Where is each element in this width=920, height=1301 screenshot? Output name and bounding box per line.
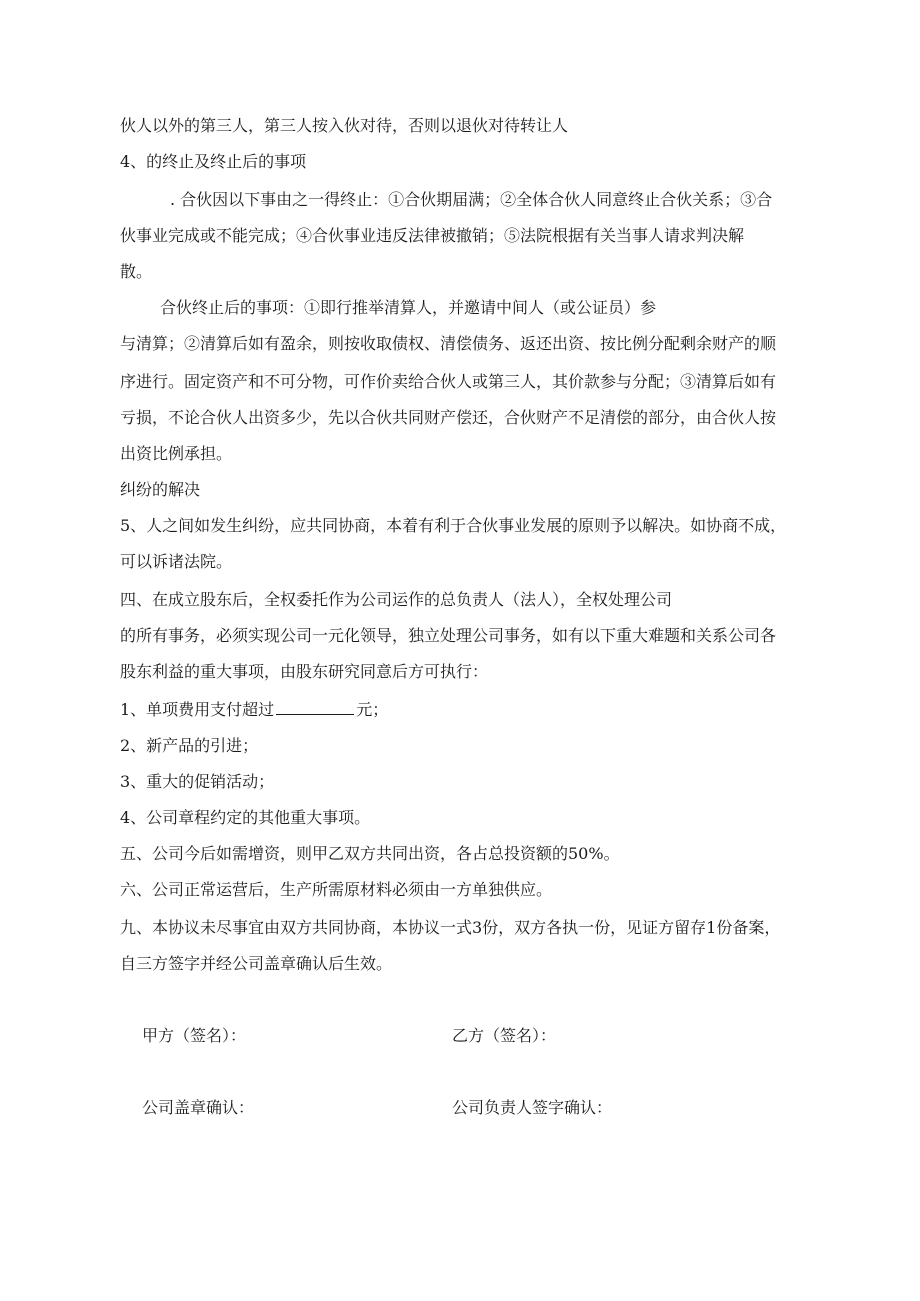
paragraph-line: 九、本协议未尽事宜由双方共同协商，本协议一式3份，双方各执一份，见证方留存1份备案， bbox=[120, 918, 781, 937]
paragraph-line: 四、在成立股东后，全权委托作为公司运作的总负责人（法人），全权处理公司 bbox=[120, 590, 673, 609]
paragraph-line: 可以诉诸法院。 bbox=[120, 552, 233, 571]
fill-in-blank[interactable] bbox=[276, 700, 354, 715]
paragraph-line: 股东利益的重大事项，由股东研究同意后方可执行： bbox=[120, 662, 489, 681]
list-item: 4、公司章程约定的其他重大事项。 bbox=[120, 808, 371, 827]
item-text: 1、单项费用支付超过 bbox=[120, 700, 275, 719]
paragraph-line: 5、人之间如发生纠纷，应共同协商，本着有利于合伙事业发展的原则予以解决。如协商不成， bbox=[120, 516, 787, 535]
paragraph-line: 伙人以外的第三人，第三人按入伙对待，否则以退伙对待转让人 bbox=[120, 116, 569, 135]
paragraph-line: 亏损，不论合伙人出资多少，先以合伙共同财产偿还，合伙财产不足清偿的部分，由合伙人按 bbox=[120, 408, 777, 427]
item-text: 元； bbox=[356, 700, 389, 719]
paragraph-line: 散。 bbox=[120, 262, 153, 281]
company-head-signature-label: 公司负责人签字确认： bbox=[452, 1098, 613, 1117]
paragraph-line: 与清算；②清算后如有盈余，则按收取债权、清偿债务、返还出资、按比例分配剩余财产的顺 bbox=[120, 334, 777, 353]
paragraph-line: 五、公司今后如需增资，则甲乙双方共同出资，各占总投资额的50%。 bbox=[120, 844, 620, 863]
paragraph-line: 六、公司正常运营后，生产所需原材料必须由一方单独供应。 bbox=[120, 880, 553, 899]
list-item bbox=[120, 700, 820, 720]
paragraph-line: 自三方签字并经公司盖章确认后生效。 bbox=[120, 954, 393, 973]
paragraph-line: 合伙终止后的事项：①即行推举清算人，并邀请中间人（或公证员）参 bbox=[160, 298, 657, 317]
list-item: 3、重大的促销活动； bbox=[120, 772, 275, 791]
list-item: 2、新产品的引进； bbox=[120, 736, 259, 755]
paragraph-line: 伙事业完成或不能完成；④合伙事业违反法律被撤销；⑤法院根据有关当事人请求判决解 bbox=[120, 226, 745, 245]
paragraph-line: . 合伙因以下事由之一得终止：①合伙期届满；②全体合伙人同意终止合伙关系；③合 bbox=[170, 190, 773, 209]
party-b-signature-label: 乙方（签名）： bbox=[452, 1026, 557, 1045]
section-heading: 纠纷的解决 bbox=[120, 480, 201, 499]
paragraph-line: 出资比例承担。 bbox=[120, 444, 233, 463]
paragraph-line: 序进行。固定资产和不可分物，可作价卖给合伙人或第三人，其价款参与分配；③清算后如有 bbox=[120, 372, 777, 391]
party-a-signature-label: 甲方（签名）： bbox=[142, 1026, 247, 1045]
section-heading: 4、的终止及终止后的事项 bbox=[120, 152, 307, 171]
company-seal-label: 公司盖章确认： bbox=[142, 1098, 255, 1117]
paragraph-line: 的所有事务，必须实现公司一元化领导，独立处理公司事务，如有以下重大难题和关系公司各 bbox=[120, 626, 777, 645]
